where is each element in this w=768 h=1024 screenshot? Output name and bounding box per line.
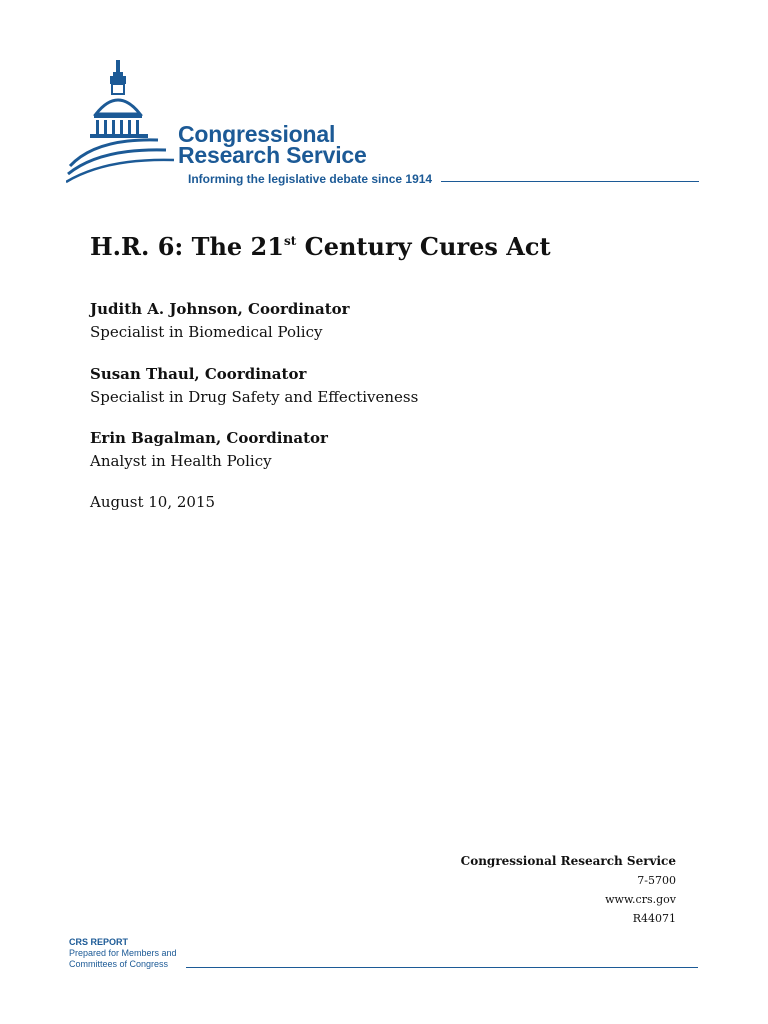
logo-name-line1: Congressional bbox=[178, 121, 336, 147]
tagline-divider bbox=[441, 181, 699, 182]
author-role: Analyst in Health Policy bbox=[90, 452, 272, 470]
footer-line2: Committees of Congress bbox=[69, 959, 169, 969]
author-block bbox=[90, 428, 328, 471]
report-date: August 10, 2015 bbox=[90, 493, 216, 511]
crs-info bbox=[461, 852, 676, 928]
crs-logo bbox=[66, 56, 706, 196]
logo-wordmark bbox=[178, 121, 367, 168]
crs-website[interactable]: www.crs.gov bbox=[605, 893, 676, 906]
author-name: Erin Bagalman, Coordinator bbox=[90, 429, 328, 447]
page-title bbox=[90, 232, 551, 261]
footer-divider bbox=[186, 967, 698, 968]
crs-phone: 7-5700 bbox=[637, 874, 676, 887]
author-role: Specialist in Biomedical Policy bbox=[90, 323, 323, 341]
title-superscript: st bbox=[283, 234, 297, 248]
title-suffix: Century Cures Act bbox=[296, 232, 551, 261]
author-block bbox=[90, 299, 350, 342]
crs-org-name: Congressional Research Service bbox=[460, 854, 676, 868]
author-block bbox=[90, 364, 418, 407]
author-name: Susan Thaul, Coordinator bbox=[90, 365, 307, 383]
logo-tagline: Informing the legislative debate since 1914 bbox=[188, 172, 433, 186]
capitol-dome-icon bbox=[66, 56, 176, 186]
logo-name-line2: Research Service bbox=[178, 142, 367, 168]
crs-report-number: R44071 bbox=[632, 912, 676, 925]
footer-crs-report: CRS REPORT bbox=[69, 937, 129, 947]
author-role: Specialist in Drug Safety and Effectiveness bbox=[90, 388, 419, 406]
footer-label bbox=[69, 937, 177, 970]
author-name: Judith A. Johnson, Coordinator bbox=[90, 300, 350, 318]
title-prefix: H.R. 6: The 21 bbox=[90, 232, 284, 261]
footer-line1: Prepared for Members and bbox=[69, 948, 177, 958]
